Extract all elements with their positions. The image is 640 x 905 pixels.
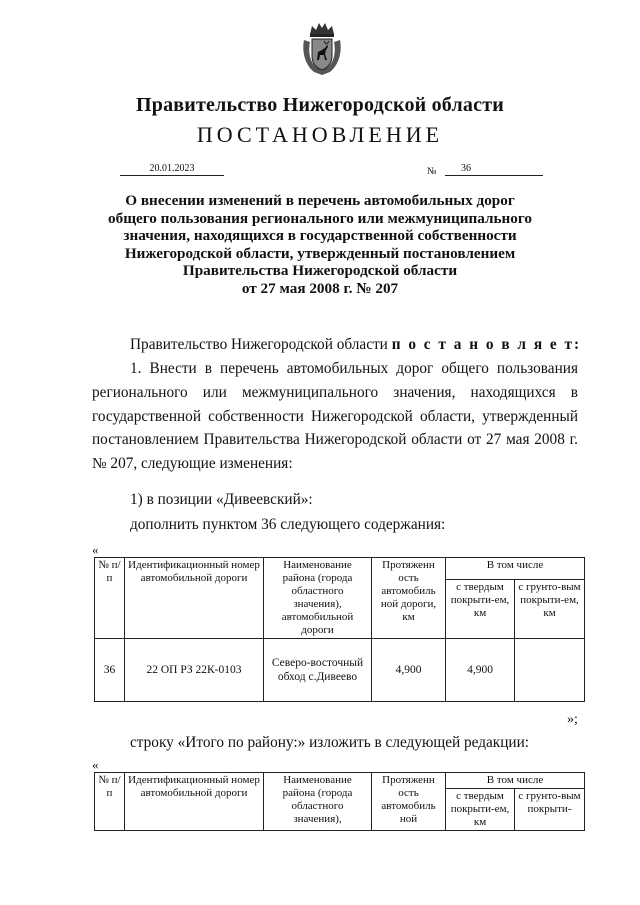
quote-open: « (92, 542, 99, 557)
header-length: Протяженн ость автомобиль ной (372, 773, 446, 831)
header-length: Протяженн ость автомобиль ной дороги, км (372, 558, 446, 639)
subject-line: Нижегородской области, утвержденный постановлением (124, 244, 516, 262)
cell-name: Северо-восточный обход с.Дивеево (264, 639, 372, 702)
header-including: В том числе (446, 773, 585, 789)
subject-line: Правительства Нижегородской области (182, 262, 458, 280)
header-including: В том числе (446, 558, 585, 580)
header-paved: с твердым покрыти-ем, км (446, 580, 515, 639)
item-1-line: государственной собственности Нижегородской области, утвержденный (92, 407, 578, 425)
sub-item-add-point: дополнить пунктом 36 следующего содержания: (130, 516, 446, 533)
subject-line: значения, находящихся в государственной собственности (123, 227, 517, 245)
item-1-line: 1. Внести в перечень автомобильных дорог общего пользования (130, 360, 578, 377)
header-id: Идентификационный номер автомобильной дороги (125, 558, 264, 639)
quote-close: »; (567, 712, 578, 727)
header-ground: с грунто-вым покрыти-ем, км (515, 580, 585, 639)
header-name: Наименование района (города областного значения), (264, 773, 372, 831)
item-1-line: регионального или межмуниципального значения, находящихся в (92, 383, 578, 401)
sub-item-diveevsky: 1) в позиции «Дивеевский»: (130, 491, 313, 508)
item-1-line: № 207, следующие изменения: (92, 455, 293, 473)
header-num: № п/п (95, 558, 125, 639)
subject-line: от 27 мая 2008 г. № 207 (241, 279, 399, 297)
intro-text: Правительство Нижегородской области (130, 336, 392, 353)
item-1-line: постановлением Правительства Нижегородской области от 27 мая 2008 г. (92, 431, 578, 449)
header-num: № п/п (95, 773, 125, 831)
item-1-paragraph (92, 357, 578, 476)
header-name: Наименование района (города областного значения), автомобильной дороги (264, 558, 372, 639)
cell-length: 4,900 (372, 639, 446, 702)
document-date: 20.01.2023 (120, 163, 224, 176)
subject-line: общего пользования регионального или межмуниципального (108, 209, 532, 227)
header-id: Идентификационный номер автомобильной дороги (125, 773, 264, 831)
cell-id: 22 ОП РЗ 22К-0103 (125, 639, 264, 702)
cell-ground (515, 639, 585, 702)
roads-table-addition (94, 557, 585, 702)
government-title: Правительство Нижегородской области (136, 94, 504, 116)
sub-item-total-row: строку «Итого по району:» изложить в следующей редакции: (130, 734, 530, 751)
roads-table-total (94, 772, 585, 831)
header-ground: с грунто-вым покрыти- (515, 789, 585, 831)
cell-num: 36 (95, 639, 125, 702)
quote-open: « (92, 757, 99, 772)
document-number: 36 (445, 163, 543, 176)
document-number-label: № (427, 166, 437, 177)
intro-resolves: п о с т а н о в л я е т: (391, 336, 582, 353)
table-row (95, 639, 585, 702)
document-type: ПОСТАНОВЛЕНИЕ (196, 122, 444, 147)
subject-line: О внесении изменений в перечень автомобильных дорог (125, 192, 515, 209)
resolution-intro (130, 333, 581, 357)
cell-paved: 4,900 (446, 639, 515, 702)
header-paved: с твердым покрыти-ем, км (446, 789, 515, 831)
